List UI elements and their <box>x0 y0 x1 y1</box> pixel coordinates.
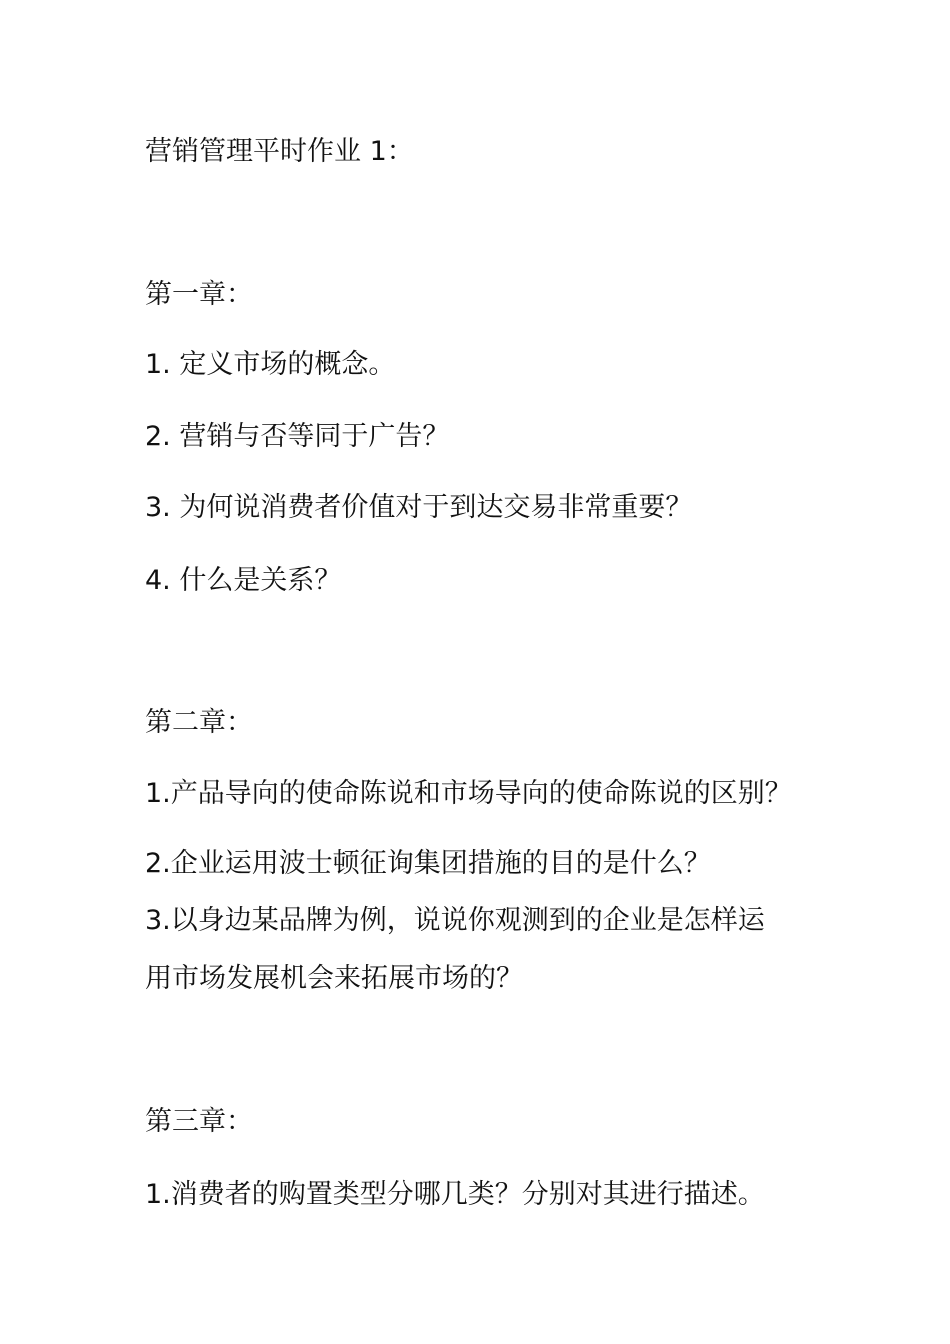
document-title: 营销管理平时作业 1： <box>145 136 414 167</box>
chapter-2-heading: 第二章： <box>145 707 253 738</box>
chapter-2-question-3: 3.以身边某品牌为例，说说你观测到的企业是怎样运 <box>145 905 765 936</box>
chapter-2-question-1: 1.产品导向的使命陈说和市场导向的使命陈说的区别？ <box>145 778 792 809</box>
chapter-1-question-4: 4. 什么是关系？ <box>145 565 342 596</box>
chapter-2-question-2: 2.企业运用波士顿征询集团措施的目的是什么？ <box>145 848 711 879</box>
chapter-3-question-1: 1.消费者的购置类型分哪几类？分别对其进行描述。 <box>145 1179 765 1210</box>
chapter-1-question-3: 3. 为何说消费者价值对于到达交易非常重要？ <box>145 492 693 523</box>
chapter-2-question-3-continued: 用市场发展机会来拓展市场的？ <box>145 963 523 994</box>
chapter-3-heading: 第三章： <box>145 1106 253 1137</box>
chapter-1-question-2: 2. 营销与否等同于广告？ <box>145 421 450 452</box>
chapter-1-heading: 第一章： <box>145 279 253 310</box>
chapter-1-question-1: 1. 定义市场的概念。 <box>145 349 396 380</box>
